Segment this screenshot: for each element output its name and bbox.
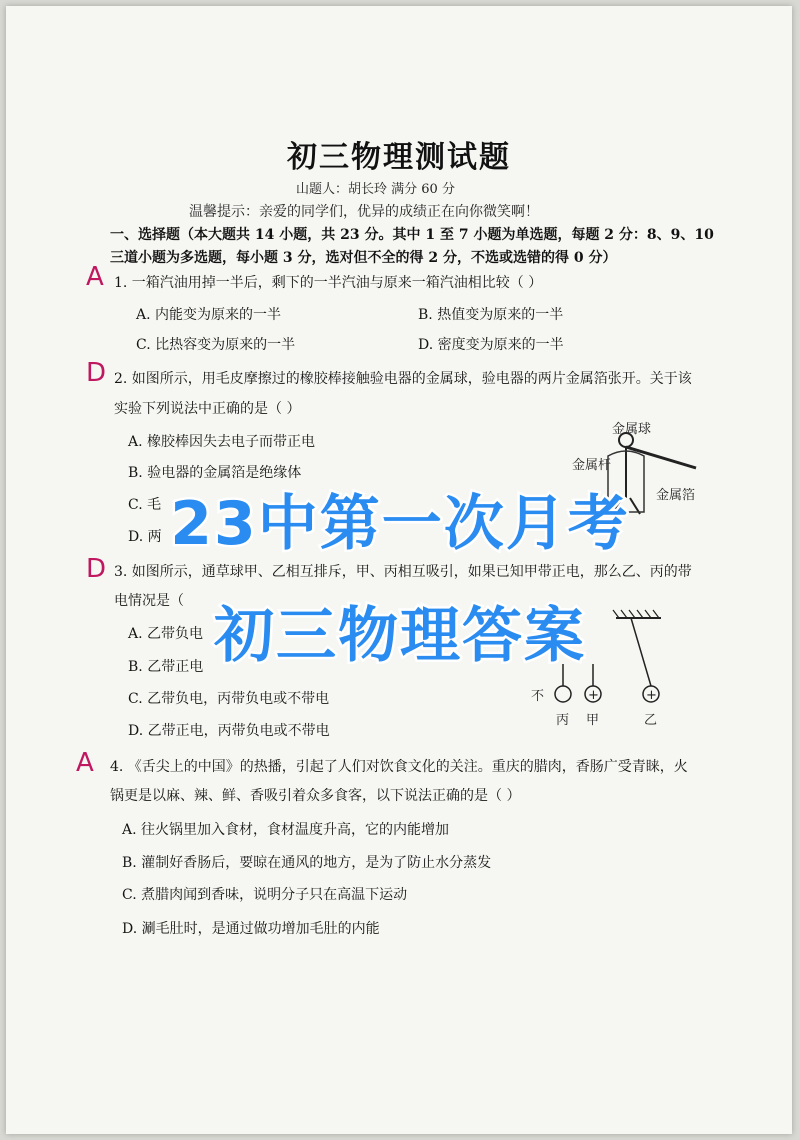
q2-option-c: C. 毛 (128, 497, 162, 513)
q1-option-b: B. 热值变为原来的一半 (418, 307, 564, 323)
q2-stem-cont: 实验下列说法中正确的是（ ） (114, 401, 301, 417)
answer-mark-q3: D (86, 554, 107, 584)
q3-option-c: C. 乙带负电，丙带负电或不带电 (128, 691, 330, 707)
q3-option-d: D. 乙带正电，丙带负电或不带电 (128, 723, 330, 739)
overlay-title-line2: 初三物理答案 (214, 601, 586, 671)
note-not-charged: 不 (531, 689, 545, 704)
q4-option-b: B. 灌制好香肠后，要晾在通风的地方，是为了防止水分蒸发 (122, 855, 492, 871)
svg-text:+: + (588, 688, 599, 703)
q4-stem-cont: 锅更是以麻、辣、鲜、香吸引着众多食客，以下说法正确的是（ ） (110, 788, 521, 804)
rubber-rod (626, 447, 696, 468)
q1-stem: 1. 一箱汽油用掉一半后，剩下的一半汽油与原来一箱汽油相比较（ ） (114, 275, 543, 291)
q4-option-a: A. 往火锅里加入食材，食材温度升高，它的内能增加 (122, 822, 450, 838)
answer-mark-q1: A (86, 262, 104, 292)
q3-option-b: B. 乙带正电 (128, 659, 204, 675)
section-heading-cont: 三道小题为多选题，每小题 3 分，选对但不全的得 2 分，不选或选错的得 0 分） (110, 250, 617, 266)
q2-stem: 2. 如图所示，用毛皮摩擦过的橡胶棒接触验电器的金属球，验电器的两片金属箔张开。关于该 (114, 371, 692, 387)
q3-stem-cont: 电情况是（ (114, 593, 184, 609)
ball-bing (555, 686, 571, 702)
q4-stem: 4. 《舌尖上的中国》的热播，引起了人们对饮食文化的关注。重庆的腊肉，香肠广受青睐，火 (110, 759, 688, 775)
q1-option-a: A. 内能变为原来的一半 (136, 307, 282, 323)
q4-option-d: D. 涮毛肚时，是通过做功增加毛肚的内能 (122, 921, 380, 937)
q1-option-c: C. 比热容变为原来的一半 (136, 337, 296, 353)
author-line: 山题人：胡长玲 满分 60 分 (296, 182, 455, 197)
q2-option-d: D. 两 (128, 529, 162, 545)
exam-paper (6, 6, 792, 1134)
label-jia: 甲 (586, 713, 600, 728)
overlay-title-line1: 23中第一次月考 (170, 489, 630, 559)
tip-line: 温馨提示：亲爱的同学们，优异的成绩正在向你微笑啊！ (189, 204, 539, 220)
answer-mark-q4: A (76, 748, 94, 778)
answer-mark-q2: D (86, 358, 107, 388)
label-metal-rod: 金属杆 (572, 458, 612, 473)
q4-option-c: C. 煮腊肉闻到香味，说明分子只在高温下运动 (122, 887, 408, 903)
q1-option-d: D. 密度变为原来的一半 (418, 337, 564, 353)
exam-title: 初三物理测试题 (287, 140, 511, 175)
q3-stem: 3. 如图所示，通草球甲、乙相互排斥，甲、丙相互吸引，如果已知甲带正电，那么乙、丙的带 (114, 564, 692, 580)
q2-option-a: A. 橡胶棒因失去电子而带正电 (128, 434, 316, 450)
label-metal-foil: 金属箔 (656, 488, 696, 503)
svg-text:+: + (646, 688, 657, 703)
label-yi: 乙 (644, 713, 658, 728)
section-heading: 一、选择题（本大题共 14 小题，共 23 分。其中 1 至 7 小题为单选题，每题 2 分：8、9、10 (110, 227, 714, 243)
label-metal-ball: 金属球 (612, 422, 652, 437)
label-bing: 丙 (556, 713, 570, 728)
q2-option-b: B. 验电器的金属箔是绝缘体 (128, 465, 302, 481)
q3-option-a: A. 乙带负电 (128, 626, 204, 642)
